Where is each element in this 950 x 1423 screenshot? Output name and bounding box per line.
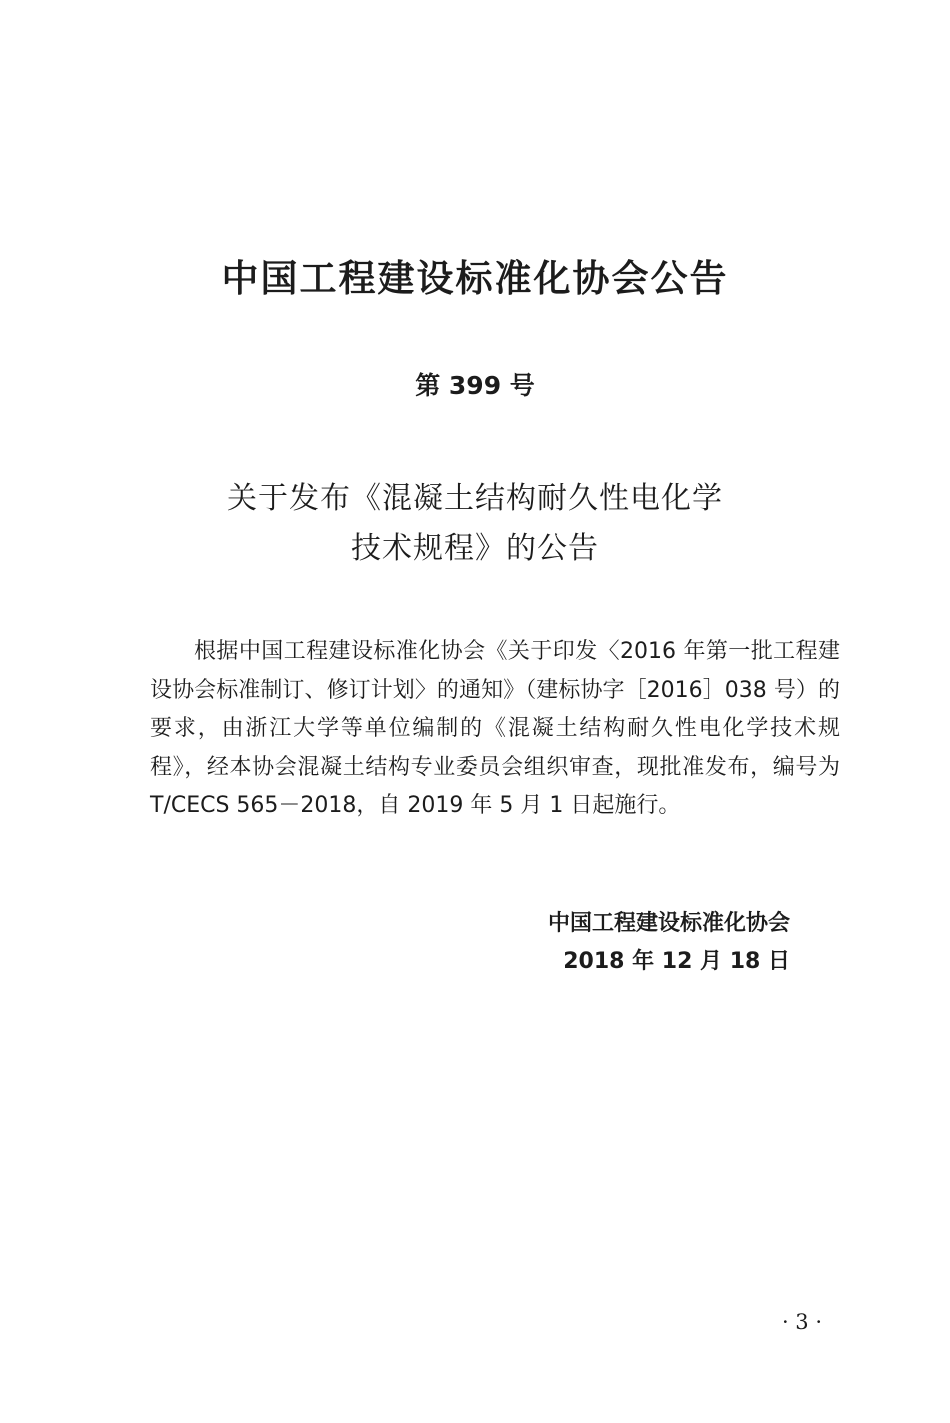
announcement-body: 根据中国工程建设标准化协会《关于印发〈2016 年第一批工程建设协会标准制订、修订计划〉的通知》（建标协字［2016］038 号）的要求，由浙江大学等单位编制的《混凝土结构耐久性电化学技术规程》，经本协会混凝土结构专业委员会组织审查，现批准发布，编号为 T/CECS 565－2018，自 2019 年 5 月 1 日起施行。 xyxy=(150,639,840,818)
signature-block xyxy=(548,905,790,981)
subject-line-2: 技术规程》的公告 xyxy=(351,531,599,566)
announcement-number: 第 399 号 xyxy=(415,371,535,400)
signature-organization: 中国工程建设标准化协会 xyxy=(547,911,790,936)
signature-date: 2018 年 12 月 18 日 xyxy=(563,949,790,974)
subject-line-1: 关于发布《混凝土结构耐久性电化学 xyxy=(227,481,723,516)
announcement-subject xyxy=(0,474,950,574)
page-number: · 3 · xyxy=(781,1310,822,1334)
announcement-title: 中国工程建设标准化协会公告 xyxy=(221,257,729,300)
